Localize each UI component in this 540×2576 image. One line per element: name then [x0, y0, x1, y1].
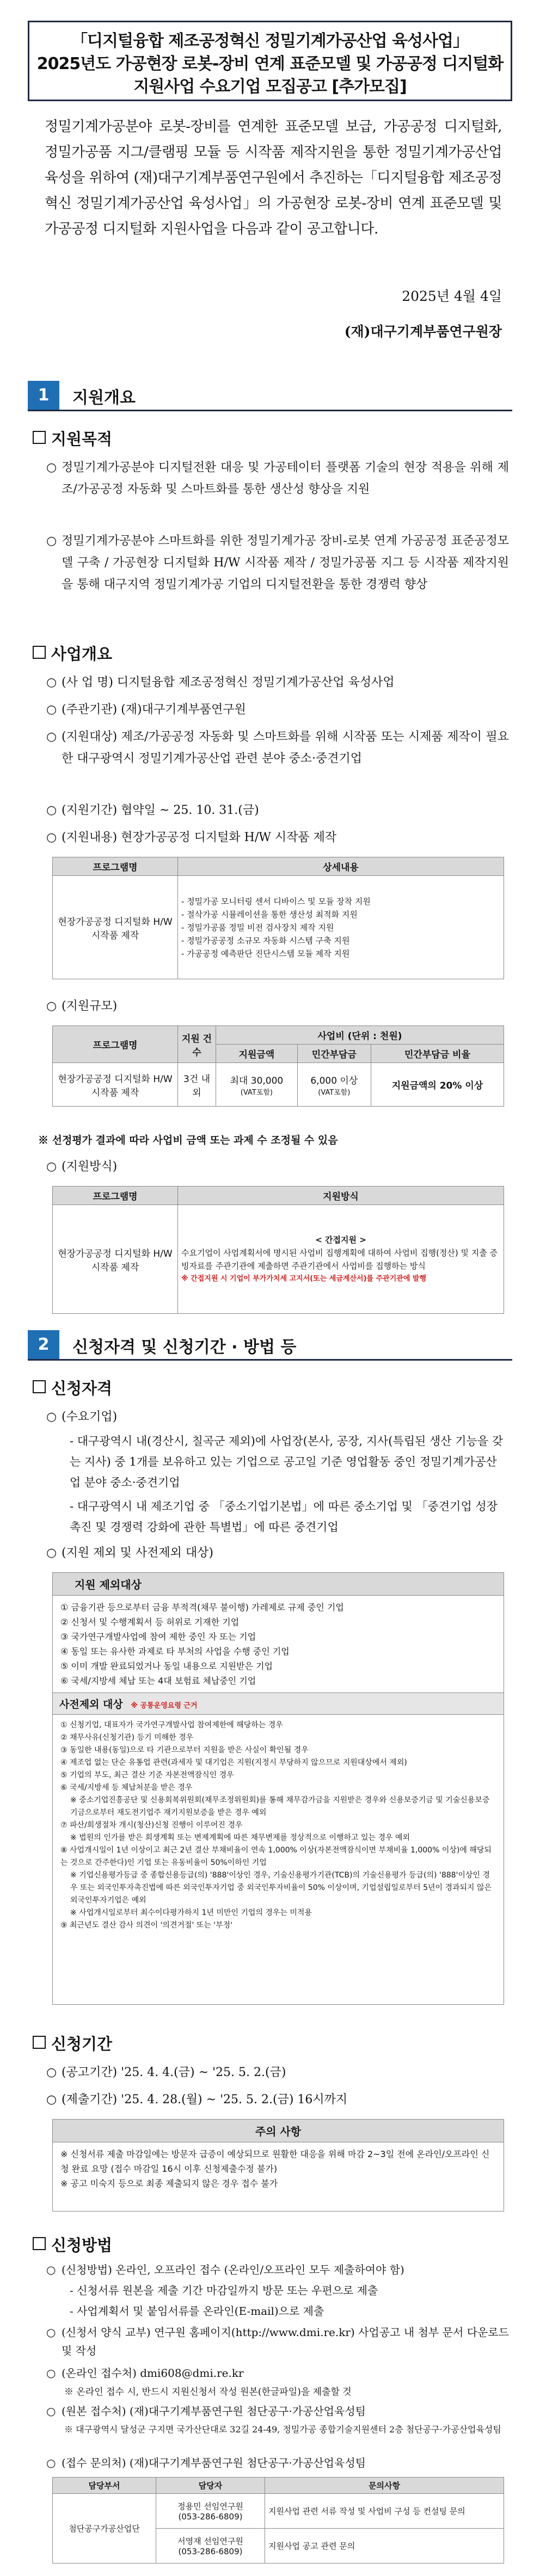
apply-item: ○ (원본 접수처) (재)대구기계부품연구원 첨단공구·가공산업육성팀	[46, 2402, 509, 2420]
overview-item: ○ (지원대상) 제조/가공공정 자동화 및 스마트화를 위해 시작품 또는 시제품 제작이 필요한 대구광역시 정밀기계가공산업 관련 분야 중소·중견기업	[46, 726, 509, 770]
apply-address-note: ※ 대구광역시 달성군 구지면 국가산단대로 32길 24-49, 정밀가공 종합기술지원센터 2층 첨단공구·가공산업육성팀	[64, 2424, 501, 2435]
section-header-2	[28, 1330, 512, 1361]
caution-list: ※ 신청서류 제출 마감일에는 방문자 급증이 예상되므로 원활한 대응을 위해 마감 2~3일 전에 온라인/오프라인 신청 완료 요망 (접수 마감일 16시 이후 신청제출수정 불가) ※ 공고 미숙지 등으로 최종 제출되지 않은 경우 접수 불가	[60, 2149, 490, 2189]
bullet-circle-icon: ○	[46, 676, 57, 689]
bullet-circle-icon: ○	[46, 2093, 57, 2106]
bullet-circle-icon: ○	[46, 2066, 57, 2079]
contact-topic-cell: 지원사업 공고 관련 문의	[265, 2529, 504, 2563]
apply-item: ○ (신청서 양식 교부) 연구원 홈페이지(http://www.dmi.re.kr) 사업공고 내 첨부 문서 다운로드 및 작성	[46, 2323, 509, 2360]
exclusion-list: ① 금융기관 등으로부터 금융 부적격(채무 불이행) 가레제로 규제 중인 기업 ② 신청서 및 수행계획서 등 허위로 기재한 기업 ③ 국가연구개발사업에 참여 제한 중인 자 또는 기업 ④ 동일 또는 유사한 과제로 타 부처의 사업을 수행 중인 기업 ⑤ 이미 개발 완료되었거나 동일 내용으로 지원받은 기업 ⑥ 국세/지방세 체납 또는 4대 보험료 체납중인 기업	[60, 1602, 344, 1686]
apply-note: ※ 온라인 접수 시, 반드시 지원신청서 작성 원본(한글파일)을 제출할 것	[64, 2387, 352, 2398]
table-header: 지원방식	[178, 1187, 504, 1205]
overview-item: ○ (사 업 명) 디지털융합 제조공정혁신 정밀기계가공산업 육성사업	[46, 672, 509, 694]
purpose-item: ○ 정밀기계가공분야 디지털전환 대응 및 가공테이터 플랫폼 기술의 현장 적용을 위해 제조/가공공정 자동화 및 스마트화를 통한 생산성 향상을 지원	[46, 457, 509, 501]
table-header: 상세내용	[178, 857, 504, 876]
period-item: ○ (공고기간) '25. 4. 4.(금) ~ '25. 5. 2.(금)	[46, 2062, 509, 2084]
bullet-circle-icon: ○	[46, 703, 57, 716]
eligibility-item: - 대구광역시 내(경산시, 칠곡군 제외)에 사업장(본사, 공장, 지사(특립된 생산 기능을 갖는 지사) 중 1개를 보유하고 있는 기업으로 공고일 기준 영업활동 중인 정밀기계가공산업 분야 중소·중견기업	[70, 1435, 504, 1489]
bullet-circle-icon: ○	[46, 831, 57, 844]
scale-heading: ○ (지원규모)	[46, 996, 509, 1017]
table-header: 지원 건수	[178, 1026, 216, 1063]
method-inner-title: < 간접지원 >	[315, 1234, 366, 1245]
exclusion-box-title: 지원 제외대상	[53, 1573, 504, 1596]
announcement-date: 2025년 4월 4일	[402, 288, 502, 304]
program-name-cell: 현장가공공정 디지털화 H/W 시작품 제작	[53, 876, 178, 979]
bullet-circle-icon: ○	[46, 999, 57, 1013]
detail-line: - 가공공정 예측판단 진단시스템 모듈 제작 지원	[181, 948, 350, 959]
exclusion-box	[52, 1572, 504, 2005]
pre-exclusion-list: ① 신청기업, 대표자가 국가연구개발사업 참여제한에 해당하는 경우 ② 채무사유(신청기관) 등기 미해한 경우 ③ 동일한 내용(동일)으로 타 기관으로부터 지원을 받은 사실이 확인될 경우 ④ 제조업 없는 단순 유통업 관련(과세자 및 대기업은 지원(지정시 부당하지 않으므로 지원대상에서 제외) ⑤ 기업의 부도, 최근 결산 기준 자본전액잠식인 경우 ⑥ 국세/지방세 등 체납처분을 받은 경우 ※ 중소기업진흥공단 및 신용회복위원회(채무조정위원회)를 통해 채무감가금을 지원받은 경우와 신용보증기금 및 기술신용보증기금으로부터 재도전기업주 재기지원보증을 받은 경우 예외 ⑦ 파산/회생절차 개시(청산)신청 진행이 이루어진 경우 ※ 법원의 인가를 받은 회생계획 또는 변제계획에 따른 채무변제를 정상적으로 이행하고 있는 경우 예외 ⑧ 사업개시일이 1년 이상이고 최근 2년 결산 부채비율이 연속 1,000% 이상(자본전액잠식이면 부채비율 1,000% 이상)에 해당되는 것으로 간주한다)인 기업 또는 유동비율이 50%이하인 기업 ※ 기업신용평가등급 중 종합신용등급(의) '888'이상인 경우, 기술신용평가기관(TCB)의 기술신용평가 등급(의) '888'이상인 경우 또는 외국인투자촉진법에 따른 외국인투자기업 중 외국인투자비율이 50% 이상이며, 기업설립일로부터 5년이 경과되지 않은 외국인투자기업은 예외 ※ 사업개시일로부터 최수이다평가하지 1년 미만인 기업의 경우는 미적용 ⑨ 최근년도 결산 감사 의견이 '의견거절' 또는 '부정'	[60, 1721, 492, 1930]
scale-count-cell: 3건 내외	[178, 1063, 216, 1107]
purpose-item: ○ 정밀기계가공분야 스마트화를 위한 정밀기계가공 장비-로봇 연계 가공공정 표준공정모델 구축 / 가공현장 디지털화 H/W 시작품 제작 / 정밀가공품 지그 등 시작품 제작지원을 통해 대구지역 정밀기계가공 기업의 디지털전환을 통한 경쟁력 향상	[46, 530, 509, 596]
overview-item: ○ (주관기관) (재)대구기계부품연구원	[46, 699, 509, 721]
table-header: 민간부담금	[297, 1045, 371, 1063]
bullet-circle-icon: ○	[46, 1160, 57, 1173]
title-line-3: 지원사업 수요기업 모집공고 [추가모집]	[133, 77, 407, 96]
bullet-circle-icon: ○	[46, 534, 57, 548]
apply-subitem: - 사업계획서 및 붙임서류를 온라인(E-mail)으로 제출	[70, 2305, 324, 2318]
detail-line: - 정밀가공 모니터링 센서 디바이스 및 모듈 장착 지원	[181, 896, 371, 906]
bullet-circle-icon: ○	[46, 1410, 57, 1424]
overview-item: ○ (지원기간) 협약일 ~ 25. 10. 31.(금)	[46, 800, 509, 821]
bullet-circle-icon: ○	[46, 461, 57, 474]
support-scale-table	[52, 1026, 504, 1107]
scale-note: ※ 선정평가 결과에 따라 사업비 금액 또는 과제 수 조정될 수 있음	[38, 1134, 338, 1146]
method-program-cell: 현장가공공정 디지털화 H/W 시작품 제작	[53, 1205, 178, 1314]
period-heading: 신청기간	[33, 2032, 112, 2054]
detail-line: - 정밀가공품 정밀 비전 검사장치 제작 지원	[181, 922, 334, 932]
program-detail-table	[52, 857, 504, 979]
title-box	[28, 21, 512, 101]
eligibility-heading: 신청자격	[33, 1376, 112, 1399]
section-number: 1	[28, 381, 59, 410]
overview-heading: 사업개요	[33, 642, 112, 664]
table-header: 프로그램명	[53, 1187, 178, 1205]
program-details-cell	[178, 876, 504, 979]
support-method-table	[52, 1186, 504, 1314]
caution-box-title: 주의 사항	[53, 2120, 504, 2142]
apply-item: ○ (온라인 접수처) dmi608@dmi.re.kr	[46, 2364, 509, 2382]
table-header: 프로그램명	[53, 1026, 178, 1063]
table-header: 사업비 (단위 : 천원)	[216, 1026, 504, 1045]
purpose-heading: 지원목적	[33, 427, 112, 449]
scale-private-cell: 6,000 이상 (VAT포함)	[297, 1063, 371, 1107]
contact-table	[52, 2477, 504, 2563]
bullet-circle-icon: ○	[46, 2326, 56, 2339]
scale-program-cell: 현장가공공정 디지털화 H/W 시작품 제작	[53, 1063, 178, 1107]
detail-line: - 절삭가공 시뮬레이션을 통한 생산성 최적화 지원	[181, 909, 358, 919]
caution-box	[52, 2119, 504, 2211]
exclusion-heading: ○ (지원 제외 및 사전제외 대상)	[46, 1542, 509, 1564]
bullet-circle-icon: ○	[46, 730, 57, 744]
contact-dept-cell: 첨단공구가공산업단	[53, 2494, 156, 2563]
contact-person-cell: 서영재 선임연구원 (053-286-6809)	[156, 2529, 265, 2563]
section-number: 2	[28, 1330, 59, 1359]
title-line-2: 2025년도 가공현장 로봇-장비 연계 표준모델 및 가공공정 디지털화	[36, 54, 504, 73]
method-body-cell	[178, 1205, 504, 1314]
table-header: 프로그램명	[53, 857, 178, 876]
organization-name: (재)대구기계부품연구원장	[344, 324, 502, 339]
contact-person-cell: 정용민 선임연구원 (053-286-6809)	[156, 2494, 265, 2529]
bullet-circle-icon: ○	[46, 1546, 57, 1560]
method-note: ※ 간접지원 시 기업이 부가가치세 고지서(또는 세금계산서)를 주관기관에 발행	[181, 1274, 427, 1283]
apply-subitem: - 신청서류 원본을 제출 기간 마감일까지 방문 또는 우편으로 제출	[70, 2284, 378, 2297]
eligibility-item: - 대구광역시 내 제조기업 중 「중소기업기본법」에 따른 중소기업 및 「중견기업 성장촉진 및 경쟁력 강화에 관한 특별법」에 따른 중견기업	[70, 1500, 498, 1534]
table-header: 담당자	[156, 2478, 265, 2494]
pre-exclusion-title: 사전제외 대상 ※ 공통운영요령 근거	[53, 1692, 504, 1715]
bullet-circle-icon: ○	[46, 2405, 56, 2418]
table-header: 지원금액	[216, 1045, 298, 1063]
detail-line: - 정밀가공공정 소규모 자동화 시스템 구축 지원	[181, 935, 350, 946]
method-heading: ○ (지원방식)	[46, 1156, 509, 1178]
bullet-circle-icon: ○	[46, 2456, 56, 2469]
bullet-circle-icon: ○	[46, 2367, 56, 2380]
period-item: ○ (제출기간) '25. 4. 28.(월) ~ '25. 5. 2.(금) 16시까지	[46, 2089, 509, 2111]
table-header: 문의사항	[265, 2478, 504, 2494]
contact-topic-cell: 지원사업 관련 서류 작성 및 사업비 구성 등 컨설팅 문의	[265, 2494, 504, 2529]
intro-paragraph: 정밀기계가공분야 로봇-장비를 연계한 표준모델 보급, 가공공정 디지털화, 정밀가공품 지그/클램핑 모듈 등 시작품 제작지원을 통한 정밀기계가공산업 육성을 위하여 (재)대구기계부품연구원에서 추진하는「디지털융합 제조공정혁신 정밀기계가공산업 육성사업」의 가공현장 로봇-장비 연계 표준모델 및 가공공정 디지털화 지원사업을 다음과 같이 공고합니다.	[45, 119, 502, 237]
eligibility-req: ○ (수요기업)	[46, 1406, 509, 1428]
section-title: 지원개요	[72, 388, 136, 407]
bullet-circle-icon: ○	[46, 2263, 56, 2276]
overview-item: ○ (지원내용) 현장가공공정 디지털화 H/W 시작품 제작	[46, 827, 509, 849]
table-header: 담당부서	[53, 2478, 156, 2494]
table-header: 민간부담금 비율	[371, 1045, 504, 1063]
scale-support-cell: 최대 30,000 (VAT포함)	[216, 1063, 298, 1107]
scale-ratio-cell: 지원금액의 20% 이상	[371, 1063, 504, 1107]
apply-heading: 신청방법	[33, 2233, 112, 2256]
bullet-circle-icon: ○	[46, 804, 57, 817]
title-line-1: 「디지털융합 제조공정혁신 정밀기계가공산업 육성사업」	[71, 32, 469, 51]
method-body-text: 수요기업이 사업계획서에 명시된 사업비 집행계획에 대하여 사업비 집행(정산) 및 지출 증빙자료를 주관기관에 제출하면 주관기관에서 사업비를 집행하는 방식	[181, 1247, 498, 1271]
apply-item: ○ (신청방법) 온라인, 오프라인 접수 (온라인/오프라인 모두 제출하여야 함)	[46, 2260, 509, 2279]
apply-item: ○ (접수 문의처) (재)대구기계부품연구원 첨단공구·가공산업육성팀	[46, 2454, 509, 2472]
section-title: 신청자격 및 신청기간 · 방법 등	[72, 1338, 297, 1357]
section-header-1	[28, 381, 512, 411]
